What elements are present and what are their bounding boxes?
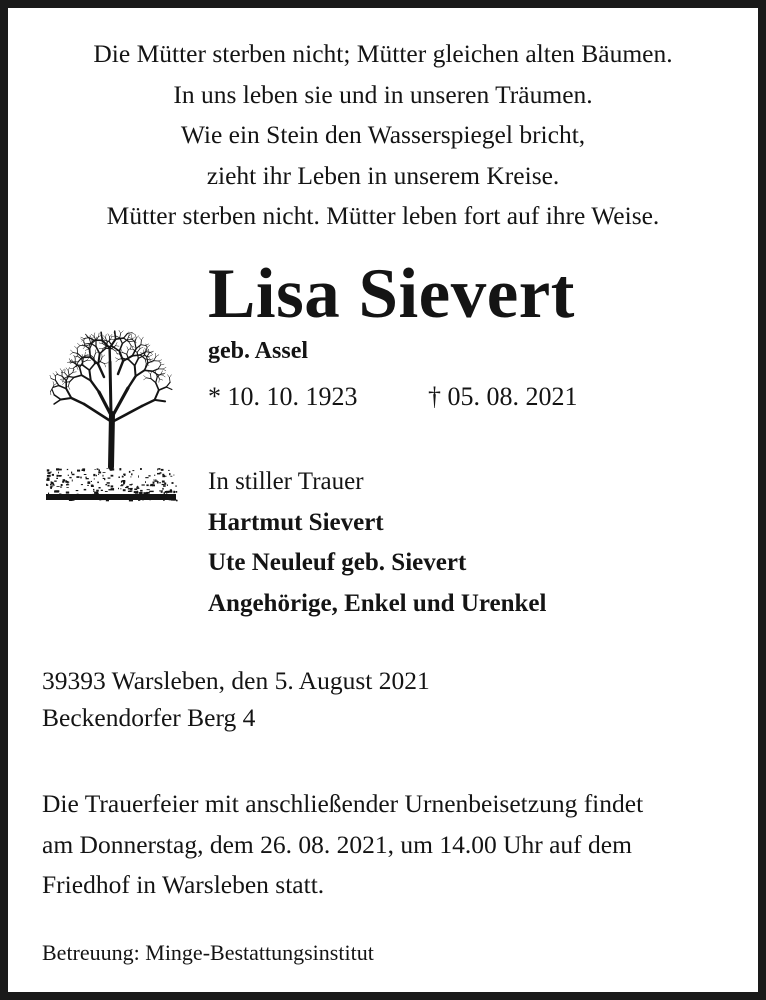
mourner-name: Ute Neuleuf geb. Sievert — [208, 549, 467, 576]
poem-line: Die Mütter sterben nicht; Mütter gleichen alten Bäumen. — [93, 39, 673, 68]
birth-date: * 10. 10. 1923 — [208, 382, 358, 411]
ceremony-info — [42, 784, 643, 906]
birth-name: geb. Assel — [208, 338, 309, 364]
funeral-home: Betreuung: Minge-Bestattungsinstitut — [42, 940, 374, 965]
memorial-poem — [16, 34, 750, 237]
mourning-intro: In stiller Trauer — [208, 468, 364, 495]
poem-line: zieht ihr Leben in unserem Kreise. — [206, 160, 560, 190]
ceremony-line: Friedhof in Warsleben statt. — [42, 870, 325, 899]
mourners-block — [208, 462, 546, 624]
poem-line: Wie ein Stein den Wasserspiegel bricht, — [180, 120, 586, 149]
place-date: 39393 Warsleben, den 5. August 2021 — [42, 666, 430, 695]
mourner-name: Angehörige, Enkel und Urenkel — [208, 589, 547, 617]
ceremony-line: am Donnerstag, dem 26. 08. 2021, um 14.00 Uhr auf dem — [42, 829, 632, 859]
mourner-name: Hartmut Sievert — [208, 508, 384, 536]
address-block — [42, 662, 430, 736]
poem-line: Mütter sterben nicht. Mütter leben fort auf ihre Weise. — [106, 201, 660, 230]
ceremony-line: Die Trauerfeier mit anschließender Urnenbeisetzung findet — [42, 789, 644, 818]
death-date: † 05. 08. 2021 — [428, 382, 578, 411]
street-address: Beckendorfer Berg 4 — [42, 703, 256, 732]
tree-icon — [44, 322, 178, 504]
deceased-name: Lisa Sievert — [208, 255, 575, 333]
poem-line: In uns leben sie und in unseren Träumen. — [173, 79, 593, 109]
